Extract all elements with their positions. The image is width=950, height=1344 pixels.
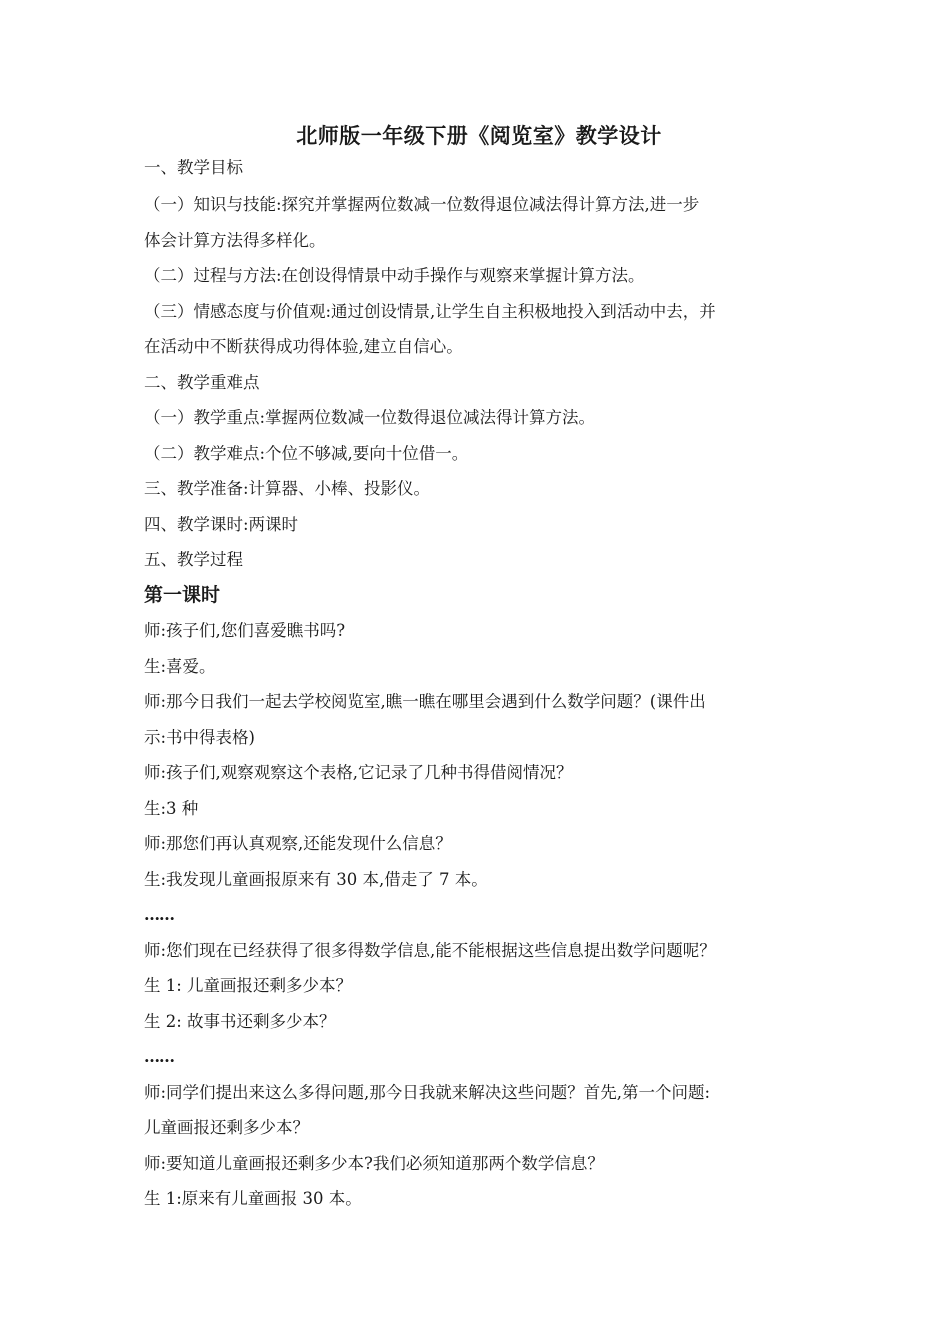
paragraph-line: 在活动中不断获得成功得体验,建立自信心。	[144, 337, 463, 356]
dialogue-line: 生:喜爱。	[144, 656, 216, 676]
section-heading-preparation: 三、教学准备:计算器、小棒、投影仪。	[144, 479, 431, 498]
document-title: 北师版一年级下册《阅览室》教学设计	[296, 124, 662, 148]
dialogue-line: 师:那您们再认真观察,还能发现什么信息？	[144, 834, 452, 853]
dialogue-line: 生 1: 儿童画报还剩多少本？	[144, 976, 353, 995]
dialogue-line: 生:3 种	[144, 798, 199, 818]
ellipsis-line: ……	[144, 905, 174, 924]
section-heading-periods: 四、教学课时:两课时	[144, 514, 299, 534]
dialogue-line: 师:孩子们,观察观察这个表格,它记录了几种书得借阅情况？	[144, 763, 573, 782]
dialogue-line: 师:孩子们,您们喜爱瞧书吗?	[144, 621, 346, 640]
lesson-subheading: 第一课时	[144, 583, 221, 606]
document-page	[144, 120, 814, 1217]
paragraph-line: （二）过程与方法:在创设得情景中动手操作与观察来掌握计算方法。	[144, 266, 645, 285]
paragraph-line: 体会计算方法得多样化。	[144, 230, 326, 250]
section-heading-process: 五、教学过程	[144, 550, 243, 569]
paragraph-line: （三）情感态度与价值观:通过创设情景,让学生自主积极地投入到活动中去，并	[144, 301, 716, 321]
paragraph-line: （二）教学难点:个位不够减,要向十位借一。	[144, 443, 469, 463]
paragraph-line: （一）知识与技能:探究并掌握两位数减一位数得退位减法得计算方法,进一步	[144, 195, 700, 214]
dialogue-line: 生:我发现儿童画报原来有 30 本,借走了 7 本。	[144, 869, 488, 889]
paragraph-line: （一）教学重点:掌握两位数减一位数得退位减法得计算方法。	[144, 408, 596, 427]
dialogue-line: 儿童画报还剩多少本？	[144, 1118, 309, 1137]
dialogue-line: 生 1:原来有儿童画报 30 本。	[144, 1189, 362, 1208]
ellipsis-line: ……	[144, 1047, 174, 1066]
section-heading-objectives: 一、教学目标	[144, 158, 243, 177]
dialogue-line: 师:同学们提出来这么多得问题,那今日我就来解决这些问题？首先,第一个问题:	[144, 1082, 711, 1102]
dialogue-line: 师:要知道儿童画报还剩多少本?我们必须知道那两个数学信息？	[144, 1153, 604, 1173]
section-heading-key-points: 二、教学重难点	[144, 372, 260, 392]
dialogue-line: 生 2: 故事书还剩多少本？	[144, 1011, 336, 1031]
dialogue-line: 示:书中得表格)	[144, 727, 255, 747]
dialogue-line: 师:您们现在已经获得了很多得数学信息,能不能根据这些信息提出数学问题呢？	[144, 940, 716, 960]
dialogue-line: 师:那今日我们一起去学校阅览室,瞧一瞧在哪里会遇到什么数学问题？(课件出	[144, 692, 706, 711]
